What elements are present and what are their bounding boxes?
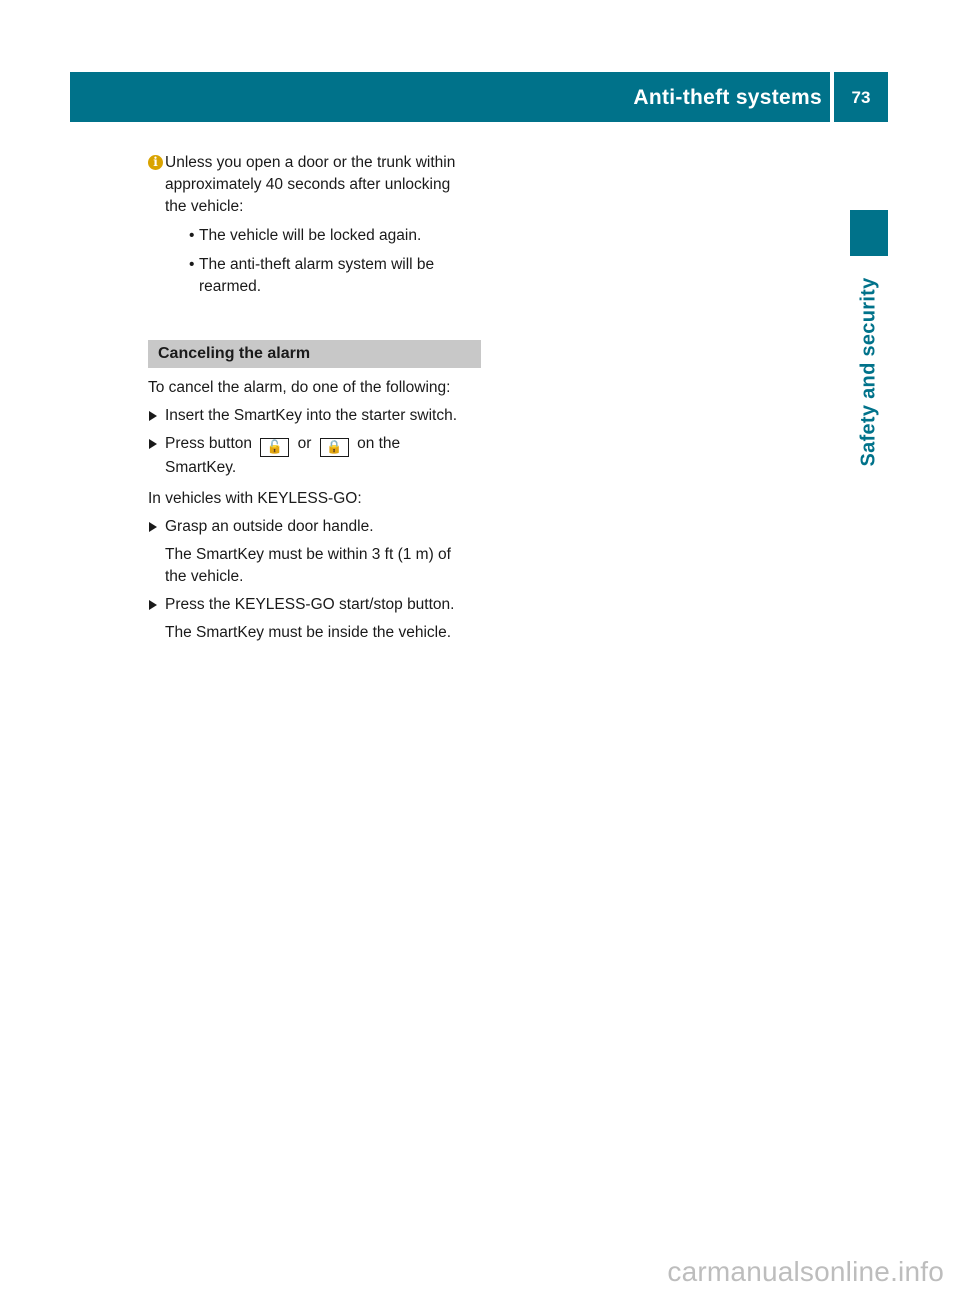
step-result: [148, 544, 481, 588]
result-line: The SmartKey must be within 3 ft (1 m) of: [165, 546, 451, 563]
note-line: approximately 40 seconds after unlocking: [165, 176, 451, 193]
chapter-title: Anti-theft systems: [633, 86, 822, 109]
result-line: The SmartKey must be inside the vehicle.: [165, 624, 452, 641]
info-icon: i: [148, 155, 163, 170]
step-text: Grasp an outside door handle.: [165, 518, 374, 535]
step-arrow-icon: [149, 522, 157, 532]
bullet-text: rearmed.: [199, 278, 262, 295]
step-text: [165, 433, 481, 457]
main-column: [148, 152, 481, 644]
info-note: [148, 152, 481, 298]
result-line: the vehicle.: [165, 568, 244, 585]
note-line: Unless you open a door or the trunk within: [165, 154, 456, 171]
bullet-dot: •: [189, 256, 195, 273]
step-text: Press the KEYLESS-GO start/stop button.: [165, 596, 455, 613]
side-tab-marker: [850, 210, 888, 256]
instruction-step: [148, 594, 481, 616]
lock-button-icon: 🔒: [320, 438, 349, 457]
step-text-part: on the: [357, 435, 401, 452]
unlock-button-icon: 🔓: [260, 438, 289, 457]
step-text: SmartKey.: [165, 459, 237, 476]
page-number: 73: [851, 88, 871, 107]
instruction-step: [148, 405, 481, 427]
bullet-text: The vehicle will be locked again.: [199, 227, 422, 244]
note-bullet: [165, 225, 481, 247]
instruction-step: [148, 516, 481, 538]
step-arrow-icon: [149, 600, 157, 610]
watermark: carmanualsonline.info: [667, 1256, 944, 1287]
note-line: the vehicle:: [165, 198, 244, 215]
step-result: [148, 622, 481, 644]
step-arrow-icon: [149, 411, 157, 421]
keyless-intro: In vehicles with KEYLESS-GO:: [148, 490, 362, 507]
step-text-part: or: [297, 435, 312, 452]
bullet-dot: •: [189, 227, 195, 244]
step-text: Insert the SmartKey into the starter switch.: [165, 407, 458, 424]
note-bullet: [165, 254, 481, 298]
bullet-text: The anti-theft alarm system will be: [199, 256, 435, 273]
side-tab-label: Safety and security: [857, 277, 880, 467]
step-arrow-icon: [149, 439, 157, 449]
section-intro: To cancel the alarm, do one of the following:: [148, 379, 451, 396]
step-text-part: Press button: [165, 435, 253, 452]
instruction-step: [148, 433, 481, 479]
section-heading: Canceling the alarm: [148, 340, 481, 368]
